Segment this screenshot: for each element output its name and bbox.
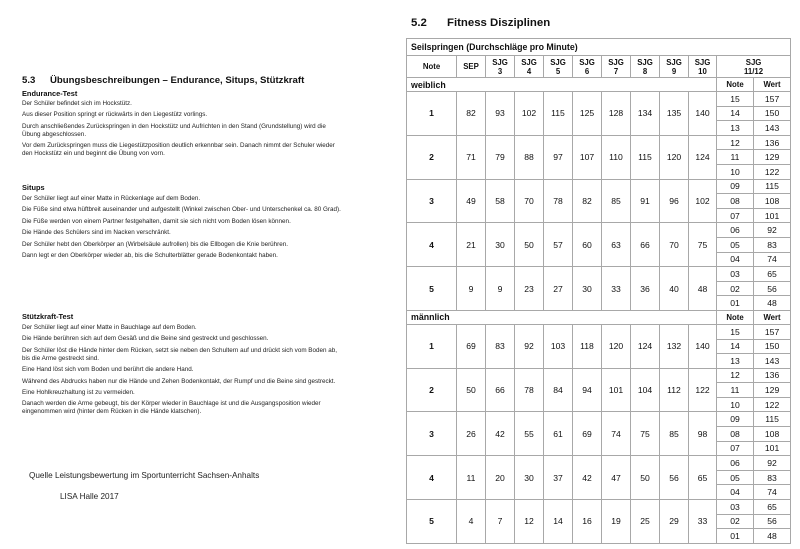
section-number: 5.2 [411,17,427,29]
value-cell: 91 [631,179,660,223]
value-cell: 94 [573,368,602,412]
paragraph: Die Füße werden von einem Partner festgehalten, damit sie sich nicht vom Boden lösen können. [22,217,291,225]
oberstufe-wert-cell: 129 [754,383,791,398]
value-cell: 74 [602,412,631,456]
value-cell: 25 [631,500,660,544]
column-header [717,56,791,78]
column-header [660,56,689,78]
value-cell: 69 [457,324,486,368]
grade-cell: 3 [407,412,457,456]
grade-cell: 3 [407,179,457,223]
section-heading-5-3 [22,75,304,86]
value-cell: 26 [457,412,486,456]
value-cell: 12 [515,500,544,544]
value-cell: 29 [660,500,689,544]
value-cell: 135 [660,92,689,136]
seilspringen-table [406,38,791,544]
paragraph: Die Füße sind etwa hüftbreit auseinander und aufgestellt (Winkel zwischen Ober- und Unterschenkel ca. 80 Grad). [22,206,341,214]
oberstufe-note-cell: 11 [717,383,754,398]
value-cell: 85 [660,412,689,456]
oberstufe-note-cell: 11 [717,150,754,165]
column-header-line2: 9 [671,66,677,76]
oberstufe-wert-cell: 83 [754,470,791,485]
value-cell: 78 [544,179,573,223]
oberstufe-wert-cell: 150 [754,339,791,354]
column-header-line1: SJG [608,57,624,67]
oberstufe-note-cell: 08 [717,194,754,209]
oberstufe-note-cell: 01 [717,529,754,544]
situps-text [22,195,342,263]
value-cell: 65 [689,456,717,500]
column-header [457,56,486,78]
oberstufe-wert-cell: 74 [754,252,791,267]
sub-header-note: Note [717,310,754,324]
source-note: Quelle Leistungsbewertung im Sportunterricht Sachsen-Anhalts [29,471,260,480]
oberstufe-note-cell: 04 [717,485,754,500]
column-header-line2: 4 [526,66,532,76]
value-cell: 75 [631,412,660,456]
oberstufe-note-cell: 14 [717,339,754,354]
value-cell: 88 [515,135,544,179]
column-header-line1: SJG [694,57,711,67]
oberstufe-note-cell: 10 [717,164,754,179]
value-cell: 69 [573,412,602,456]
value-cell: 30 [515,456,544,500]
value-cell: 4 [457,500,486,544]
oberstufe-note-cell: 07 [717,208,754,223]
oberstufe-wert-cell: 122 [754,397,791,412]
column-header [573,56,602,78]
oberstufe-note-cell: 15 [717,324,754,339]
value-cell: 75 [689,223,717,267]
table-row [407,324,791,339]
value-cell: 70 [515,179,544,223]
oberstufe-note-cell: 04 [717,252,754,267]
grade-cell: 1 [407,92,457,136]
paragraph: Dann legt er den Oberkörper wieder ab, bis die Schulterblätter gerade Bodenkontakt haben. [22,251,278,259]
column-header-line2: 5 [555,66,561,76]
value-cell: 19 [602,500,631,544]
value-cell: 102 [515,92,544,136]
value-cell: 120 [602,324,631,368]
value-cell: 37 [544,456,573,500]
value-cell: 96 [660,179,689,223]
value-cell: 50 [457,368,486,412]
value-cell: 7 [486,500,515,544]
value-cell: 83 [486,324,515,368]
column-header [602,56,631,78]
value-cell: 115 [631,135,660,179]
value-cell: 107 [573,135,602,179]
column-header [486,56,515,78]
section-label: weiblich [407,78,717,92]
paragraph: Eine Hand löst sich vom Boden und berührt die andere Hand. [22,366,194,374]
value-cell: 124 [631,324,660,368]
value-cell: 56 [660,456,689,500]
oberstufe-note-cell: 12 [717,368,754,383]
value-cell: 50 [631,456,660,500]
column-header-line1: SJG [745,57,762,67]
oberstufe-wert-cell: 83 [754,237,791,252]
column-header-line1: SEP [463,62,479,71]
grade-cell: 5 [407,500,457,544]
oberstufe-note-cell: 14 [717,106,754,121]
value-cell: 61 [544,412,573,456]
oberstufe-wert-cell: 143 [754,354,791,369]
column-header [689,56,717,78]
value-cell: 98 [689,412,717,456]
oberstufe-note-cell: 02 [717,281,754,296]
value-cell: 92 [515,324,544,368]
value-cell: 104 [631,368,660,412]
oberstufe-note-cell: 06 [717,223,754,238]
oberstufe-wert-cell: 48 [754,529,791,544]
value-cell: 30 [573,267,602,311]
value-cell: 103 [544,324,573,368]
value-cell: 50 [515,223,544,267]
paragraph: Die Hände des Schülers sind im Nacken verschränkt. [22,229,171,237]
oberstufe-note-cell: 13 [717,121,754,136]
paragraph: Die Hände berühren sich auf dem Gesäß und die Beine sind gestreckt und geschlossen. [22,335,269,343]
section-row-maennlich [407,310,791,324]
table-row [407,223,791,238]
oberstufe-note-cell: 09 [717,179,754,194]
grade-cell: 2 [407,135,457,179]
column-header-line2: 7 [613,66,619,76]
section-label: männlich [407,310,717,324]
oberstufe-note-cell: 09 [717,412,754,427]
oberstufe-note-cell: 13 [717,354,754,369]
value-cell: 42 [573,456,602,500]
value-cell: 128 [602,92,631,136]
value-cell: 93 [486,92,515,136]
oberstufe-wert-cell: 92 [754,223,791,238]
value-cell: 110 [602,135,631,179]
grade-cell: 4 [407,223,457,267]
column-header-line1: SJG [579,57,595,67]
paragraph: Eine Hohlkreuzhaltung ist zu vermeiden. [22,388,135,396]
column-header-line2: 3 [497,66,503,76]
paragraph: Aus dieser Position springt er rückwärts in den Liegestütz vorlings. [22,111,208,119]
oberstufe-note-cell: 10 [717,397,754,412]
value-cell: 132 [660,324,689,368]
stuetzkraft-text [22,324,342,420]
value-cell: 124 [689,135,717,179]
value-cell: 9 [457,267,486,311]
value-cell: 30 [486,223,515,267]
value-cell: 21 [457,223,486,267]
oberstufe-wert-cell: 74 [754,485,791,500]
column-header-line2: 8 [642,66,648,76]
table-row [407,412,791,427]
oberstufe-wert-cell: 56 [754,281,791,296]
section-title: Übungsbeschreibungen – Endurance, Situps, Stützkraft [50,75,305,86]
value-cell: 20 [486,456,515,500]
sub-header-note: Note [717,78,754,92]
column-header [515,56,544,78]
value-cell: 71 [457,135,486,179]
value-cell: 49 [457,179,486,223]
oberstufe-wert-cell: 157 [754,324,791,339]
oberstufe-wert-cell: 115 [754,412,791,427]
value-cell: 82 [573,179,602,223]
sub-header-wert: Wert [754,310,791,324]
grade-cell: 4 [407,456,457,500]
grade-cell: 1 [407,324,457,368]
oberstufe-wert-cell: 150 [754,106,791,121]
oberstufe-note-cell: 15 [717,92,754,107]
table-row [407,368,791,383]
situps-heading: Situps [22,183,45,192]
section-title: Fitness Disziplinen [447,17,551,29]
paragraph: Der Schüler liegt auf einer Matte in Rückenlage auf dem Boden. [22,195,201,202]
grade-cell: 2 [407,368,457,412]
table-row [407,456,791,471]
value-cell: 122 [689,368,717,412]
value-cell: 47 [602,456,631,500]
oberstufe-note-cell: 02 [717,514,754,529]
paragraph: Der Schüler hebt den Oberkörper an (Wirbelsäule aufrollen) bis die Ellbogen die Knie berühren. [22,240,289,248]
value-cell: 60 [573,223,602,267]
table-row [407,92,791,107]
paragraph: Durch anschließendes Zurückspringen in den Hockstütz und Aufrichten in den Stand (Grundstellung) wird die Übung abgeschlossen. [22,122,326,138]
oberstufe-note-cell: 07 [717,441,754,456]
oberstufe-wert-cell: 65 [754,500,791,515]
oberstufe-note-cell: 01 [717,296,754,311]
oberstufe-note-cell: 12 [717,135,754,150]
oberstufe-wert-cell: 92 [754,456,791,471]
table-header-row [407,56,791,78]
column-header-line1: SJG [492,57,508,67]
oberstufe-note-cell: 05 [717,237,754,252]
oberstufe-wert-cell: 115 [754,179,791,194]
value-cell: 33 [602,267,631,311]
column-header-line1: SJG [521,57,537,67]
value-cell: 79 [486,135,515,179]
column-header-line1: SJG [666,57,682,67]
value-cell: 55 [515,412,544,456]
oberstufe-note-cell: 08 [717,427,754,442]
table-row [407,179,791,194]
section-number: 5.3 [22,75,36,86]
value-cell: 66 [486,368,515,412]
table-row [407,267,791,282]
oberstufe-wert-cell: 101 [754,441,791,456]
paragraph: Der Schüler löst die Hände hinter dem Rücken, setzt sie neben den Schultern auf und drückt sich vom Boden ab, bis die Arme gestreckt sind. [22,346,338,362]
grade-cell: 5 [407,267,457,311]
column-header [544,56,573,78]
paragraph: Während des Abdrucks haben nur die Hände und Zehen Bodenkontakt, der Rumpf und die Beine sind gestreckt. [22,377,336,385]
value-cell: 97 [544,135,573,179]
column-header-line1: SJG [550,57,566,67]
oberstufe-note-cell: 03 [717,500,754,515]
value-cell: 112 [660,368,689,412]
value-cell: 23 [515,267,544,311]
table-title: Seilspringen (Durchschläge pro Minute) [407,39,791,56]
value-cell: 36 [631,267,660,311]
value-cell: 42 [486,412,515,456]
oberstufe-wert-cell: 157 [754,92,791,107]
oberstufe-wert-cell: 136 [754,135,791,150]
value-cell: 58 [486,179,515,223]
value-cell: 11 [457,456,486,500]
oberstufe-wert-cell: 129 [754,150,791,165]
value-cell: 16 [573,500,602,544]
source-publisher: LISA Halle 2017 [60,492,119,501]
oberstufe-wert-cell: 108 [754,194,791,209]
value-cell: 57 [544,223,573,267]
value-cell: 85 [602,179,631,223]
stuetzkraft-heading: Stützkraft-Test [22,312,74,321]
value-cell: 33 [689,500,717,544]
value-cell: 102 [689,179,717,223]
value-cell: 101 [602,368,631,412]
oberstufe-note-cell: 03 [717,267,754,282]
value-cell: 118 [573,324,602,368]
value-cell: 27 [544,267,573,311]
value-cell: 125 [573,92,602,136]
value-cell: 70 [660,223,689,267]
oberstufe-wert-cell: 136 [754,368,791,383]
value-cell: 84 [544,368,573,412]
section-row-weiblich [407,78,791,92]
oberstufe-note-cell: 06 [717,456,754,471]
value-cell: 120 [660,135,689,179]
section-heading-5-2 [411,17,550,29]
oberstufe-wert-cell: 48 [754,296,791,311]
value-cell: 78 [515,368,544,412]
column-header-line2: 6 [584,66,590,76]
column-header-line1: SJG [637,57,653,67]
paragraph: Der Schüler liegt auf einer Matte in Bauchlage auf dem Boden. [22,324,197,331]
column-header-line2: 11/12 [744,66,764,76]
table-row [407,500,791,515]
oberstufe-wert-cell: 101 [754,208,791,223]
endurance-heading: Endurance-Test [22,89,78,98]
value-cell: 14 [544,500,573,544]
oberstufe-note-cell: 05 [717,470,754,485]
value-cell: 40 [660,267,689,311]
column-header [407,56,457,78]
column-header-line1: Note [422,62,441,71]
column-header-line2: 10 [698,66,707,76]
value-cell: 134 [631,92,660,136]
value-cell: 140 [689,92,717,136]
column-header [631,56,660,78]
value-cell: 82 [457,92,486,136]
table-row [407,135,791,150]
oberstufe-wert-cell: 65 [754,267,791,282]
value-cell: 63 [602,223,631,267]
oberstufe-wert-cell: 56 [754,514,791,529]
oberstufe-wert-cell: 122 [754,164,791,179]
oberstufe-wert-cell: 108 [754,427,791,442]
value-cell: 48 [689,267,717,311]
paragraph: Der Schüler befindet sich im Hockstütz. [22,100,132,107]
paragraph: Danach werden die Arme gebeugt, bis der Körper wieder in Bauchlage ist und die Ausgangsposition wieder eingenommen wird (hinter dem Rücken in die Hände klatschen). [22,400,321,416]
value-cell: 9 [486,267,515,311]
sub-header-wert: Wert [754,78,791,92]
value-cell: 66 [631,223,660,267]
paragraph: Vor dem Zurückspringen muss die Liegestützposition deutlich erkennbar sein. Danach nimmt der Schuler wieder den Hockstütz ein und beginnt die Übung von vorn. [22,142,335,158]
oberstufe-wert-cell: 143 [754,121,791,136]
value-cell: 115 [544,92,573,136]
endurance-text [22,100,342,162]
value-cell: 140 [689,324,717,368]
